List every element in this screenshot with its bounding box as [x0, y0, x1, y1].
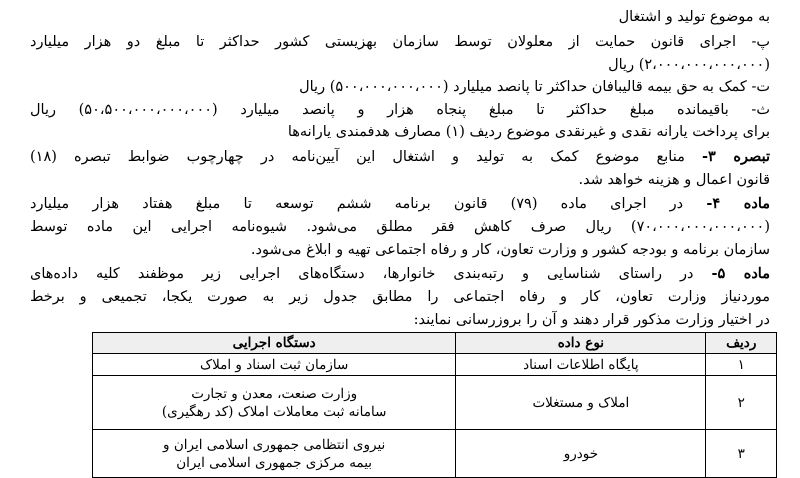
- row-data-type: املاک و مستغلات: [456, 376, 706, 430]
- data-sources-table: [92, 332, 777, 478]
- org-line: سازمان ثبت اسناد و املاک: [199, 356, 349, 373]
- article-4-line-2: (۷۰،۰۰۰،۰۰۰،۰۰۰،۰۰۰) ریال صرف کاهش فقر مطلق می‌شود. شیوه‌نامه اجرایی این ماده توسط: [30, 219, 770, 235]
- clause-p-line-1: پ- اجرای قانون حمایت از معلولان توسط سازمان بهزیستی کشور حداکثر تا مبلغ دو هزار میلیارد: [30, 34, 770, 50]
- article-4-line-1: [30, 193, 770, 215]
- clause-p-line-2: (۲،۰۰۰،۰۰۰،۰۰۰،۰۰۰) ریال: [608, 57, 770, 73]
- row-executive-body: [93, 430, 456, 478]
- row-number: ۳: [706, 430, 777, 478]
- row-executive-body: [93, 354, 456, 376]
- row-number: ۱: [706, 354, 777, 376]
- clause-th-line-1: ث- باقیمانده مبلغ حداکثر تا مبلغ پنجاه هزار و پانصد میلیارد (۵۰،۵۰۰،۰۰۰،۰۰۰،۰۰۰) ریال: [30, 102, 770, 118]
- table-row: [93, 354, 777, 376]
- row-number: ۲: [706, 376, 777, 430]
- note-3-text: منابع موضوع کمک به تولید و اشتغال این آیین‌نامه در چهارچوب ضوابط تبصره (۱۸): [30, 149, 702, 165]
- header-row-number: ردیف: [706, 333, 777, 354]
- note-3-line-1: [30, 146, 770, 168]
- article-5-line-1: [30, 263, 770, 285]
- note-3-label: تبصره ۳-: [702, 148, 771, 165]
- row-data-type: خودرو: [456, 430, 706, 478]
- org-line: بیمه مرکزی جمهوری اسلامی ایران: [176, 454, 373, 471]
- paragraph-line: به موضوع تولید و اشتغال: [618, 9, 770, 25]
- table-row: [93, 430, 777, 478]
- org-line: سامانه ثبت معاملات املاک (کد رهگیری): [161, 403, 387, 420]
- article-5-text: در راستای شناسایی و رتبه‌بندی خانوارها، دستگاه‌های اجرایی زیر موظفند کلیه داده‌های: [30, 266, 712, 282]
- article-4-text: در اجرای ماده (۷۹) قانون برنامه ششم توسعه تا مبلغ هفتاد هزار میلیارد: [30, 196, 707, 212]
- note-3-line-2: قانون اعمال و هزینه خواهد شد.: [578, 172, 770, 188]
- row-data-type: پایگاه اطلاعات اسناد: [456, 354, 706, 376]
- article-5-label: ماده ۵-: [711, 265, 770, 282]
- table-header-row: [93, 333, 777, 354]
- table-row: [93, 376, 777, 430]
- clause-t-line: ت- کمک به حق بیمه قالیبافان حداکثر تا پانصد میلیارد (۵۰۰،۰۰۰،۰۰۰،۰۰۰) ریال: [299, 79, 770, 95]
- row-executive-body: [93, 376, 456, 430]
- org-line: وزارت صنعت، معدن و تجارت: [191, 385, 358, 402]
- article-4-line-3: سازمان برنامه و بودجه کشور و وزارت تعاون، کار و رفاه اجتماعی تهیه و ابلاغ می‌شود.: [250, 242, 770, 258]
- clause-th-line-2: برای پرداخت یارانه نقدی و غیرنقدی موضوع ردیف (۱) مصارف هدفمندی یارانه‌ها: [287, 124, 770, 140]
- article-4-label: ماده ۴-: [706, 195, 771, 212]
- header-data-type: نوع داده: [456, 333, 706, 354]
- article-5-line-3: در اختیار وزارت مذکور قرار دهند و آن را بروزرسانی نمایند:: [413, 312, 770, 328]
- org-line: نیروی انتظامی جمهوری اسلامی ایران و: [163, 436, 386, 453]
- header-executive-body: دستگاه اجرایی: [93, 333, 456, 354]
- article-5-line-2: موردنیاز وزارت تعاون، کار و رفاه اجتماعی را مطابق جدول زیر به صورت یکجا، تجمیعی و برخط: [30, 289, 770, 305]
